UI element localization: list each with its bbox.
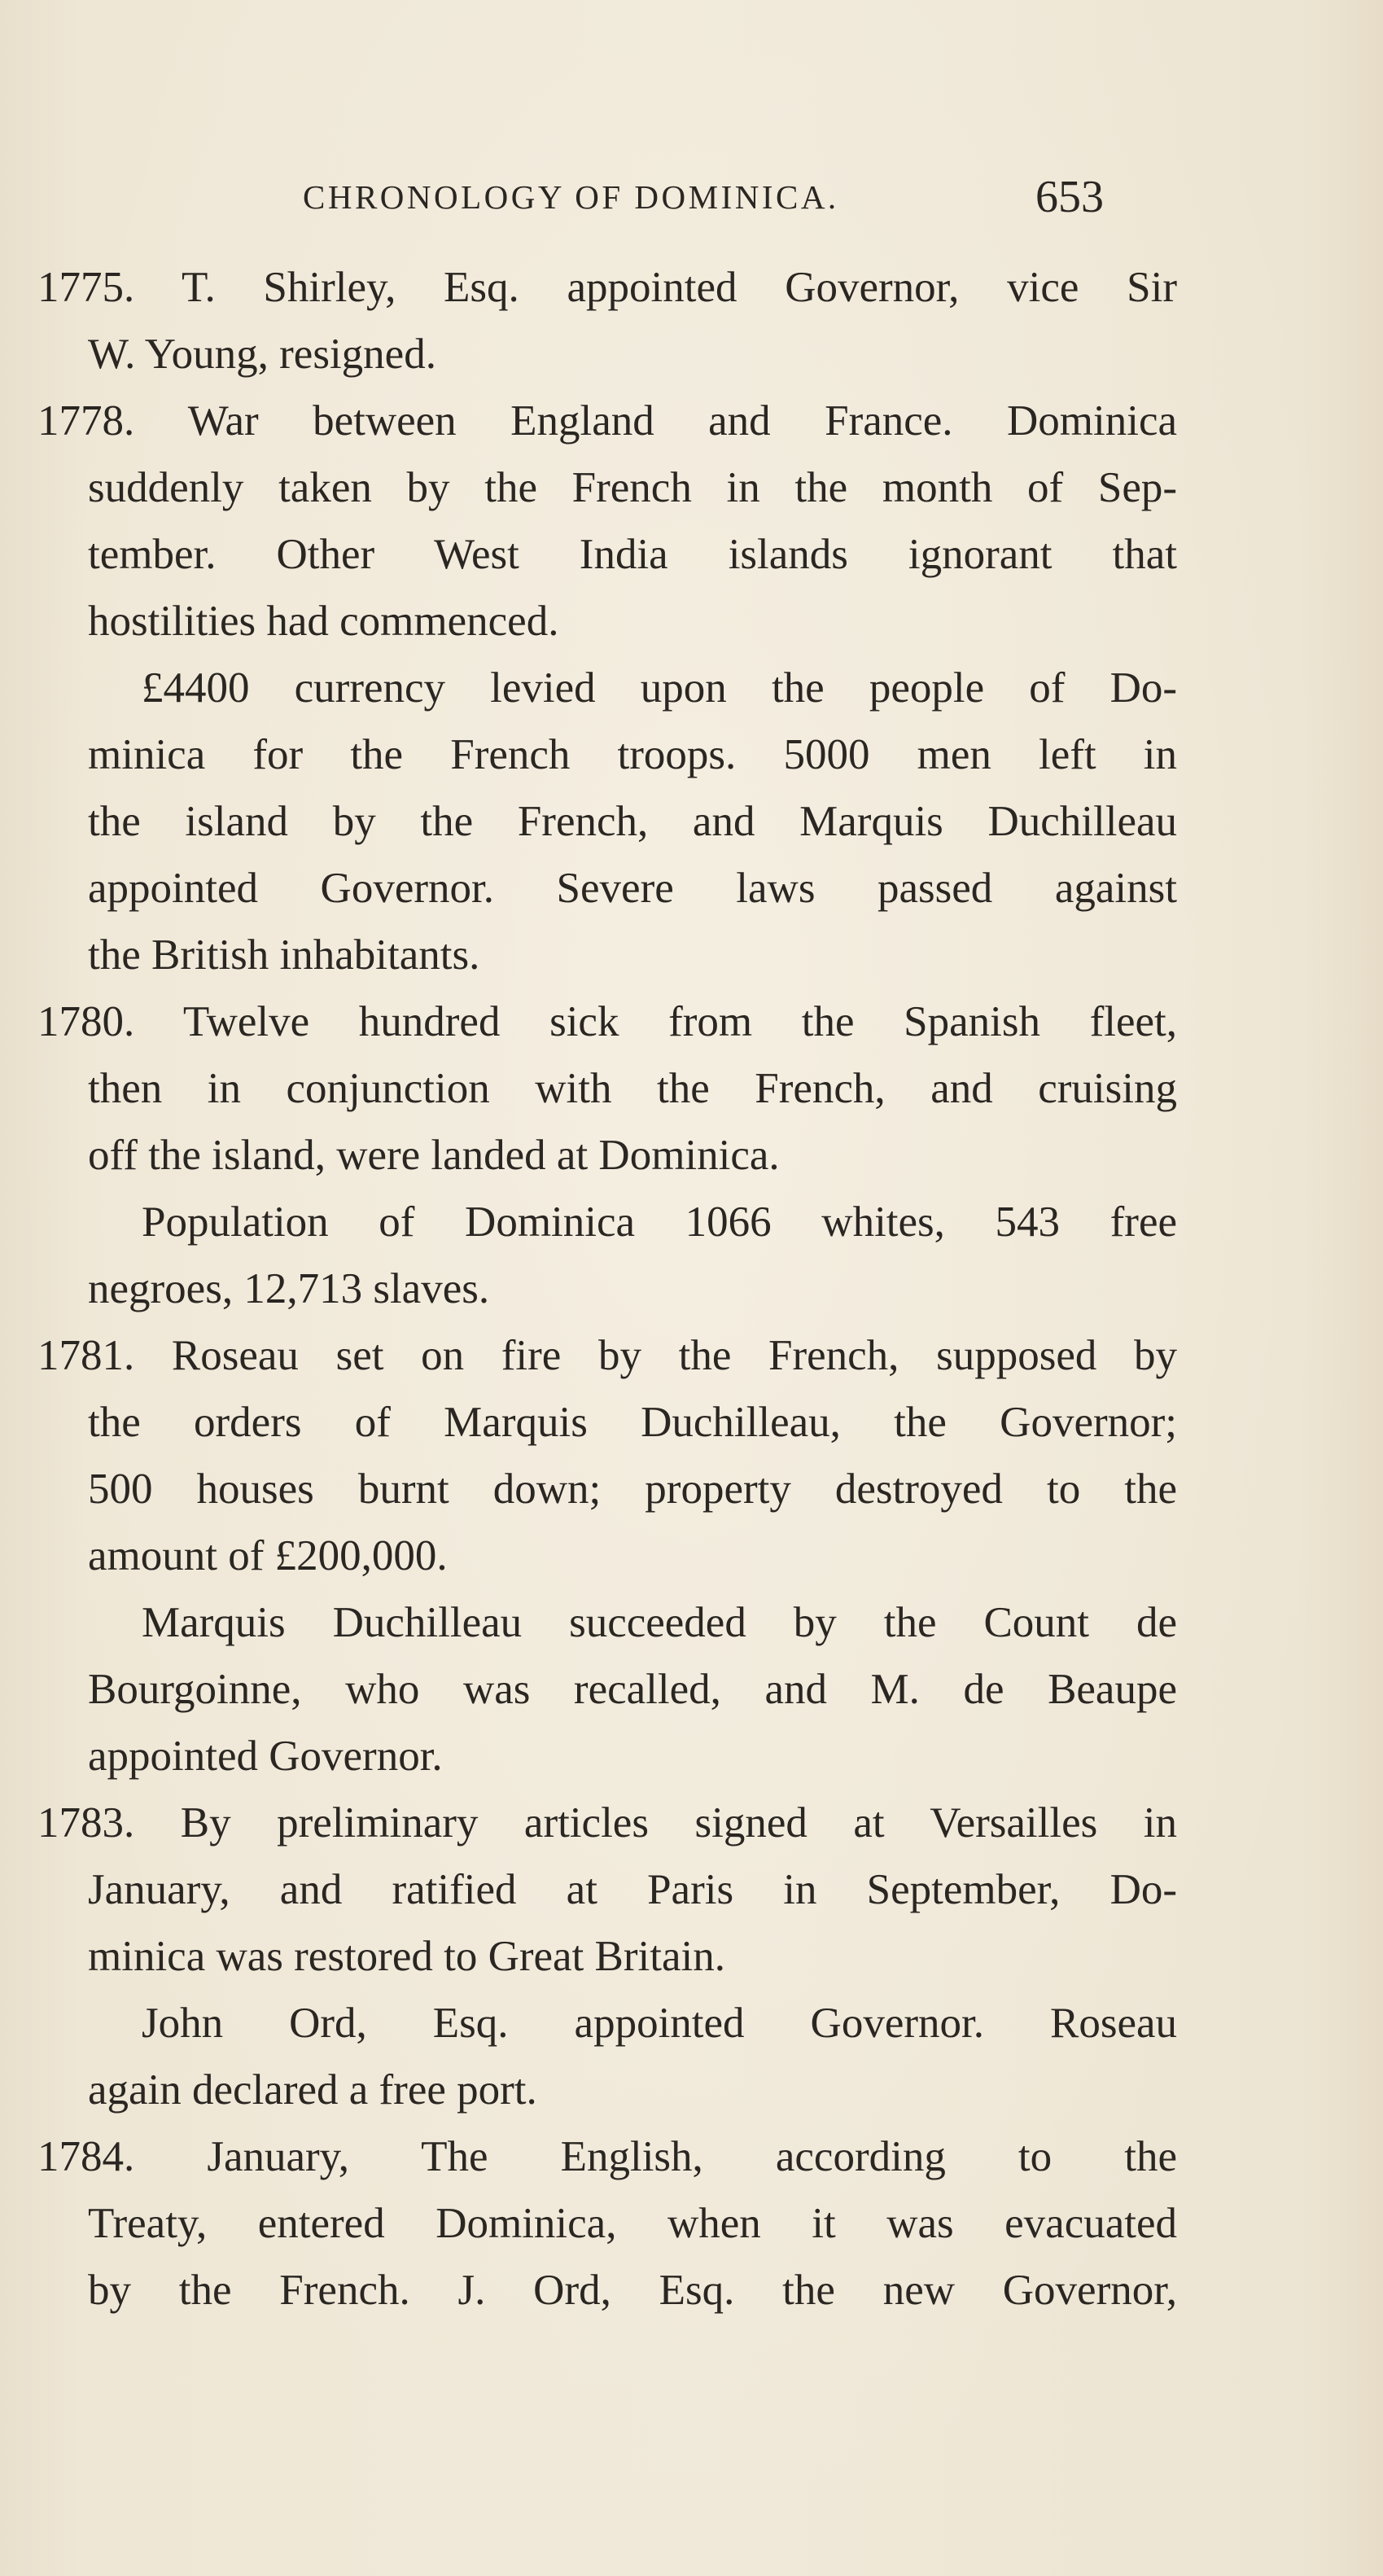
text-line: then in conjunction with the French, and cruising [88,1065,1177,1112]
text-line: Treaty, entered Dominica, when it was evacuated [88,2200,1177,2247]
running-head [0,173,1383,221]
text-line: 1775. T. Shirley, Esq. appointed Governor, vice Sir [37,264,1177,311]
text-line: amount of £200,000. [88,1532,448,1579]
text-line: appointed Governor. Severe laws passed against [88,865,1177,912]
text-line: hostilities had commenced. [88,598,559,645]
text-line: 1784. January, The English, according to the [37,2133,1177,2180]
text-line: the island by the French, and Marquis Duchilleau [88,798,1177,845]
text-line: negroes, 12,713 slaves. [88,1265,490,1312]
text-line: the orders of Marquis Duchilleau, the Governor; [88,1399,1177,1446]
text-line: tember. Other West India islands ignorant that [88,531,1177,578]
text-line: John Ord, Esq. appointed Governor. Roseau [142,2000,1177,2047]
text-line: off the island, were landed at Dominica. [88,1132,780,1179]
text-line: 1781. Roseau set on fire by the French, supposed by [37,1332,1177,1379]
text-line: minica was restored to Great Britain. [88,1933,725,1980]
text-line: 1780. Twelve hundred sick from the Spanish fleet, [37,998,1177,1045]
text-line: the British inhabitants. [88,931,480,979]
text-line: £4400 currency levied upon the people of Do- [142,664,1177,712]
text-line: 1783. By preliminary articles signed at Versailles in [37,1799,1177,1847]
text-line: minica for the French troops. 5000 men left in [88,731,1177,778]
text-line: January, and ratified at Paris in September, Do- [88,1866,1177,1913]
body-text [37,254,1177,2324]
page-number: 653 [1035,172,1104,222]
running-title: CHRONOLOGY OF DOMINICA. [303,178,839,216]
text-line: by the French. J. Ord, Esq. the new Governor, [88,2267,1177,2314]
text-line: Marquis Duchilleau succeeded by the Count de [142,1599,1177,1646]
text-line: Bourgoinne, who was recalled, and M. de Beaupe [88,1666,1177,1713]
text-line: 500 houses burnt down; property destroyed to the [88,1465,1177,1513]
text-line: Population of Dominica 1066 whites, 543 free [142,1198,1177,1246]
text-line: suddenly taken by the French in the month of Sep- [88,464,1177,511]
text-line: 1778. War between England and France. Dominica [37,397,1177,445]
text-line: again declared a free port. [88,2066,537,2114]
text-line: appointed Governor. [88,1733,443,1780]
text-line: W. Young, resigned. [88,331,436,378]
